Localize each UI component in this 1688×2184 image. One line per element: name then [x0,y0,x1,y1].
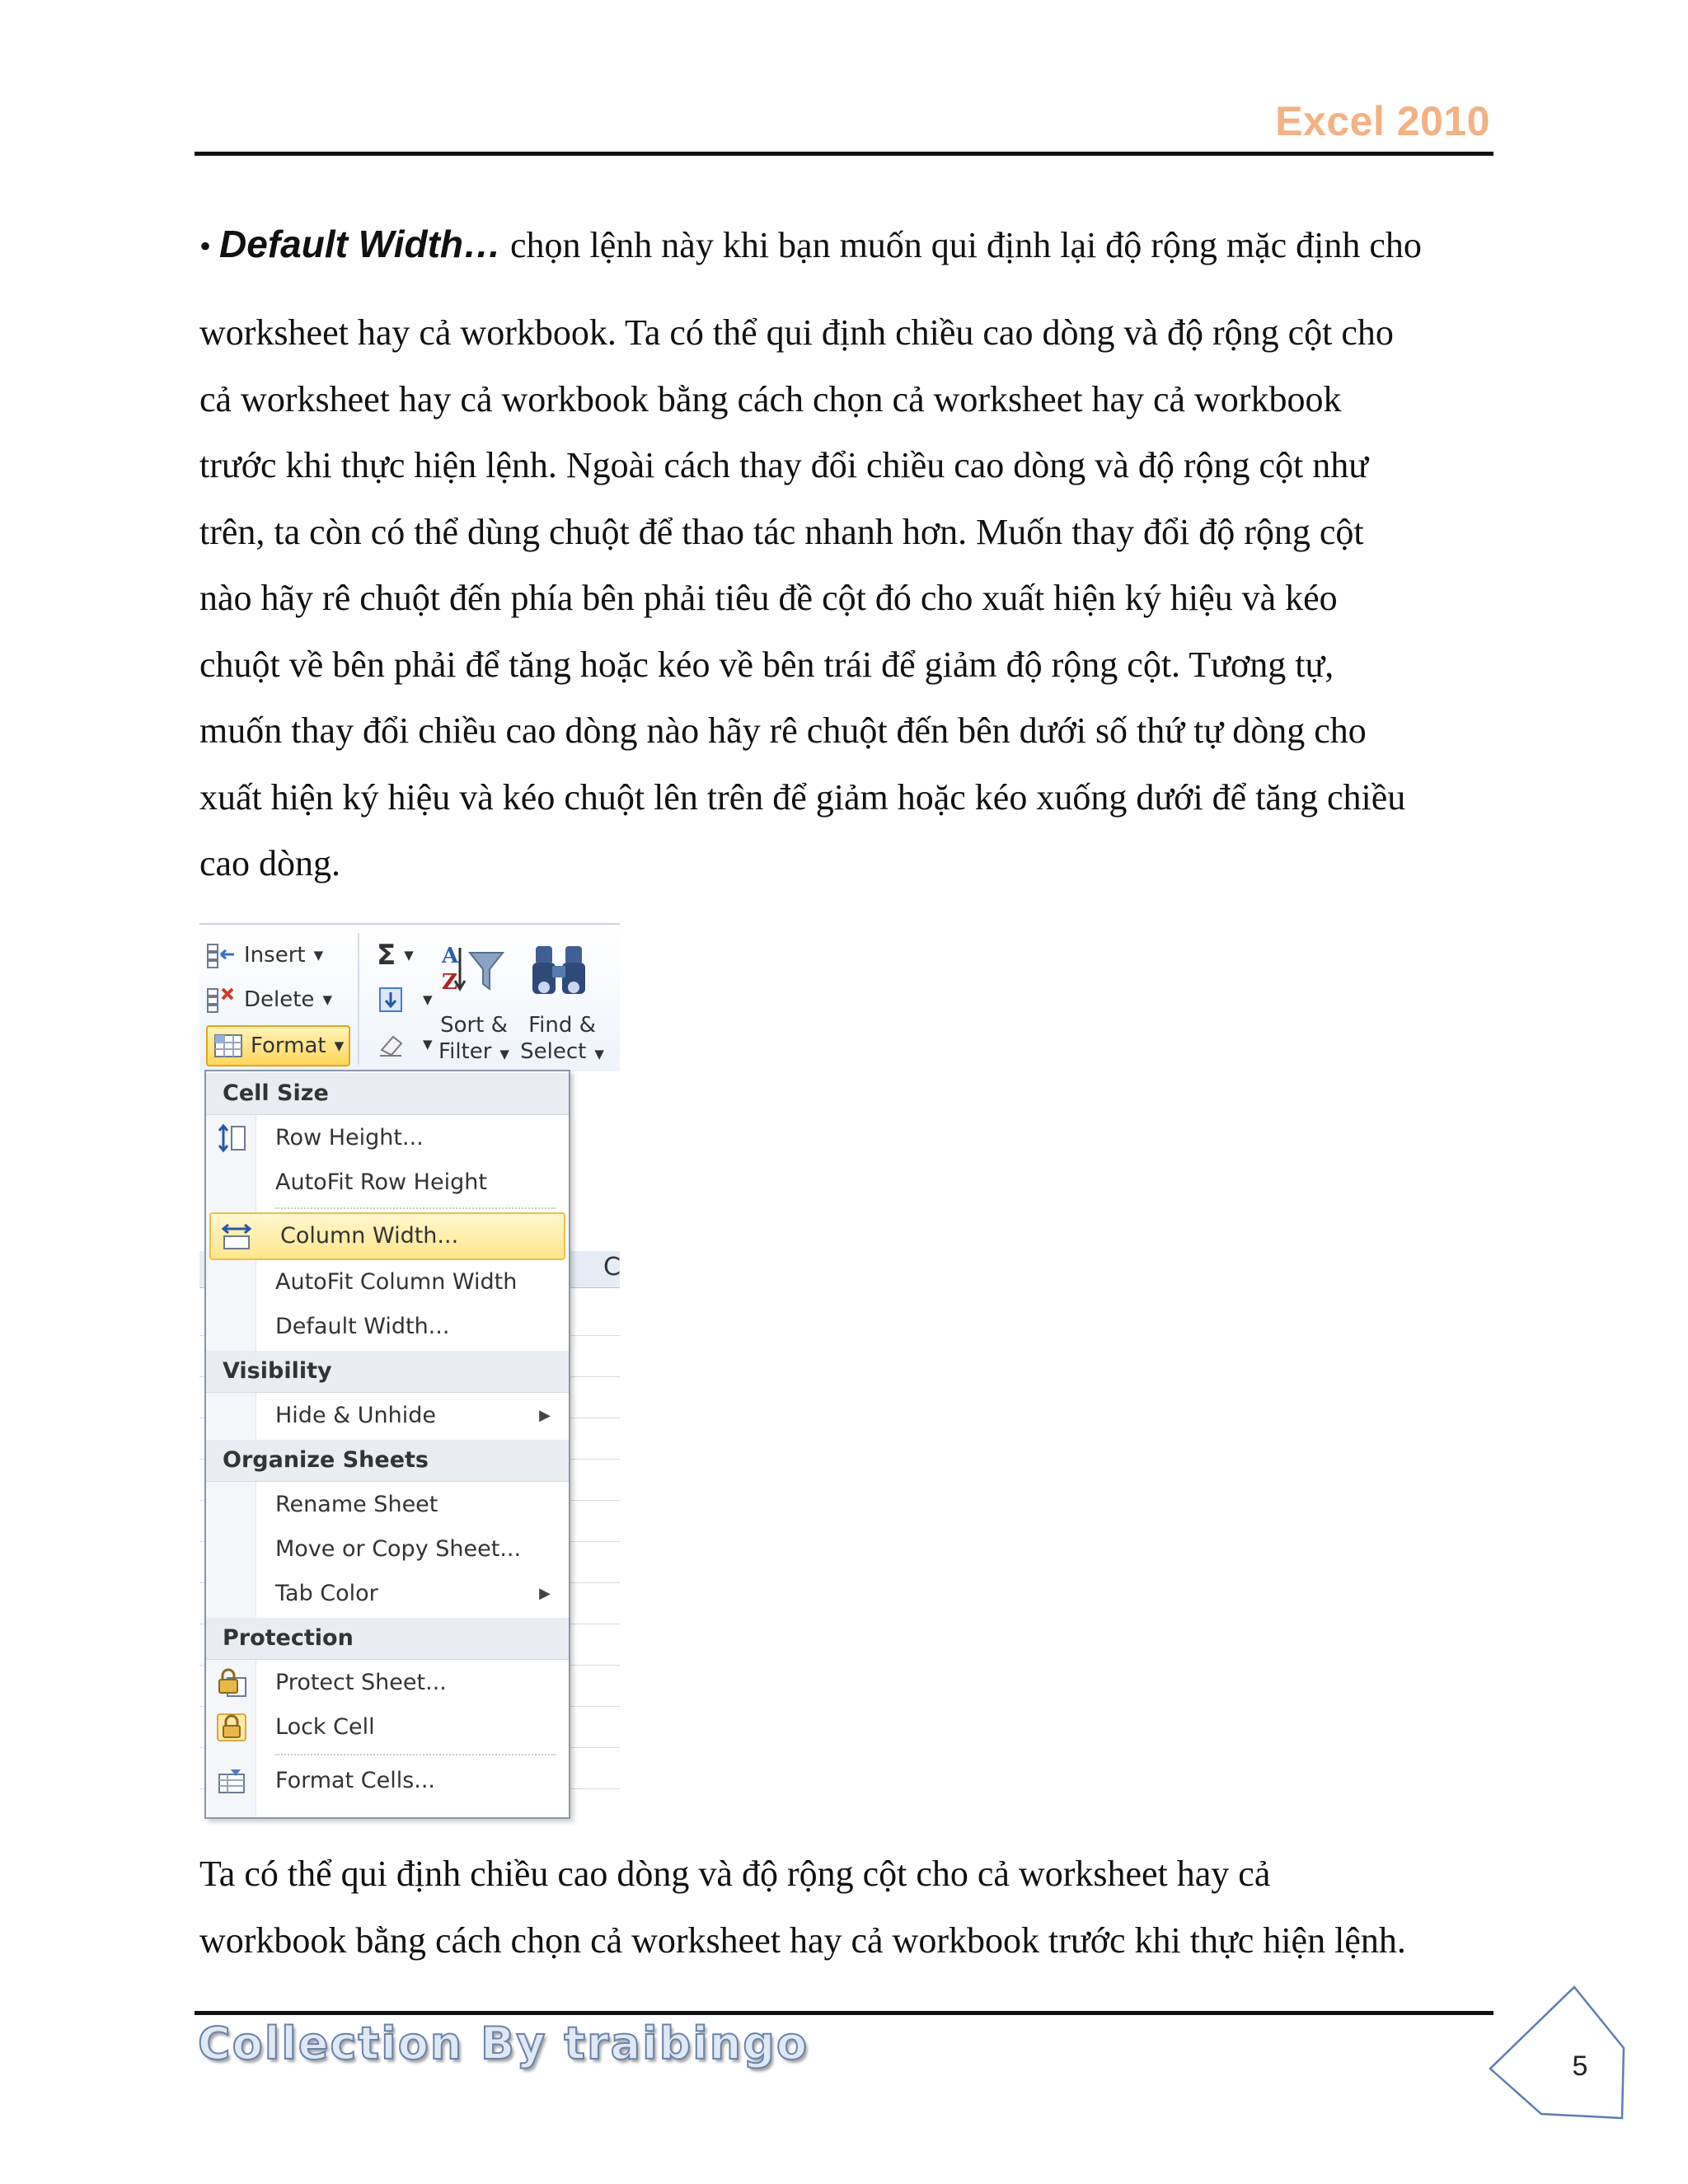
autofit-column-width-label: AutoFit Column Width [275,1269,518,1295]
footer-brand: Collection By traibingo [198,2018,809,2069]
caret-down-icon: ▼ [499,1047,509,1062]
menu-item-column-width[interactable] [209,1212,565,1260]
paragraph-default-width [199,211,1493,898]
find-label-line1: Find & [528,1013,596,1038]
svg-text:Z: Z [442,970,457,995]
paragraph-line: cao dòng. [199,843,341,883]
find-label-line2: Select [520,1039,587,1064]
format-cells-dialog-icon [216,1766,247,1796]
header-title: Excel 2010 [1275,98,1490,144]
delete-button[interactable] [206,981,332,1019]
protect-sheet-lock-icon [216,1668,247,1698]
paragraph-line: trên, ta còn có thể dùng chuột để thao tác nhanh hơn. Muốn thay đổi độ rộng cột [199,511,1364,552]
default-width-label: Default Width... [275,1314,450,1339]
autosum-button[interactable] [377,936,414,974]
menu-item-format-cells[interactable] [206,1759,569,1803]
tab-color-label: Tab Color [275,1581,378,1606]
paragraph-line: xuất hiện ký hiệu và kéo chuột lên trên để giảm hoặc kéo xuống dưới để tăng chiều [199,776,1406,818]
menu-item-rename-sheet[interactable] [206,1483,569,1527]
sort-filter-icon[interactable] [438,941,504,997]
paragraph-line: nào hãy rê chuột đến phía bên phải tiêu đề cột đó cho xuất hiện ký hiệu và kéo [199,578,1338,618]
menu-divider [275,1207,556,1209]
paragraph-line: trước khi thực hiện lệnh. Ngoài cách thay đổi chiều cao dòng và độ rộng cột như [199,445,1369,485]
column-header-c[interactable]: C [603,1253,621,1282]
fill-down-icon [377,986,408,1014]
move-copy-sheet-label: Move or Copy Sheet... [275,1536,522,1562]
term-default-width: Default Width… [219,223,502,265]
lock-icon [216,1713,247,1742]
ribbon-cells-editing [199,923,620,1073]
paragraph-line: worksheet hay cả workbook. Ta có thể qui định chiều cao dòng và độ rộng cột cho [199,312,1394,353]
paragraph-summary [199,1841,1493,1974]
submenu-arrow-icon: ▶ [539,1407,551,1424]
caret-down-icon: ▼ [322,992,332,1007]
section-cell-size: Cell Size [206,1073,569,1115]
row-height-label: Row Height... [275,1125,424,1151]
sort-label-line1: Sort & [440,1013,508,1038]
caret-down-icon: ▼ [423,1037,433,1052]
paragraph-line [199,211,1493,279]
section-visibility: Visibility [206,1351,569,1393]
insert-label: Insert [244,943,306,968]
insert-button[interactable] [206,936,323,974]
delete-label: Delete [244,987,315,1012]
rename-sheet-label: Rename Sheet [275,1492,438,1517]
paragraph-line: chuột về bên phải để tăng hoặc kéo về bên trái để giảm độ rộng cột. Tương tự, [199,644,1334,685]
sort-filter-label[interactable] [433,1012,515,1067]
page-number: 5 [1572,2050,1588,2082]
menu-item-default-width[interactable] [206,1305,569,1349]
menu-divider [275,1754,556,1755]
menu-item-protect-sheet[interactable] [206,1661,569,1705]
format-label: Format [251,1033,326,1058]
protect-sheet-label: Protect Sheet... [275,1670,447,1695]
section-organize-sheets: Organize Sheets [206,1440,569,1482]
paragraph-line: muốn thay đổi chiều cao dòng nào hãy rê chuột đến bên dưới số thứ tự dòng cho [199,710,1367,751]
format-dropdown-menu [204,1070,570,1819]
menu-item-hide-unhide[interactable] [206,1394,569,1438]
binoculars-icon[interactable] [529,941,595,997]
format-button[interactable] [206,1025,350,1066]
excel-format-menu-screenshot [199,923,620,1817]
caret-down-icon: ▼ [313,948,324,963]
sort-label-line2: Filter [438,1039,492,1064]
find-select-label[interactable] [517,1012,607,1067]
paragraph-line: cả worksheet hay cả workbook bằng cách chọn cả worksheet hay cả workbook [199,378,1342,419]
menu-item-lock-cell[interactable] [206,1705,569,1750]
caret-down-icon: ▼ [404,948,414,963]
menu-item-autofit-row-height[interactable] [206,1160,569,1205]
paragraph-line: workbook bằng cách chọn cả worksheet hay cả workbook trước khi thực hiện lệnh. [199,1919,1406,1961]
fill-button[interactable] [377,981,433,1019]
submenu-arrow-icon: ▶ [539,1585,551,1602]
paragraph-line-text: chọn lệnh này khi bạn muốn qui định lại độ rộng mặc định cho [501,225,1422,265]
menu-item-tab-color[interactable] [206,1572,569,1616]
caret-down-icon: ▼ [594,1047,604,1062]
autosum-icon: Σ [377,939,396,972]
paragraph-line: Ta có thể qui định chiều cao dòng và độ rộng cột cho cả worksheet hay cả [199,1854,1271,1894]
menu-item-autofit-column-width[interactable] [206,1260,569,1305]
footer-rule [195,2011,1493,2015]
row-height-icon [216,1123,247,1153]
caret-down-icon: ▼ [334,1038,345,1053]
autofit-row-height-label: AutoFit Row Height [275,1169,487,1195]
clear-button[interactable] [377,1025,433,1063]
column-width-label: Column Width... [280,1223,459,1249]
bullet: • [199,227,212,265]
hide-unhide-label: Hide & Unhide [275,1403,437,1428]
menu-item-row-height[interactable] [206,1116,569,1160]
column-width-icon [221,1221,252,1251]
page-number-badge [1484,1982,1632,2122]
caret-down-icon: ▼ [423,992,433,1007]
eraser-icon [377,1030,408,1058]
section-protection: Protection [206,1618,569,1660]
format-cells-label: Format Cells... [275,1768,436,1793]
ribbon-separator [358,933,359,1065]
lock-cell-label: Lock Cell [275,1714,375,1740]
header-rule [195,152,1493,156]
format-cells-icon [213,1032,244,1060]
svg-text:A: A [442,944,459,968]
insert-cells-icon [206,941,237,969]
menu-item-move-copy-sheet[interactable] [206,1527,569,1572]
delete-cells-icon [206,986,237,1014]
